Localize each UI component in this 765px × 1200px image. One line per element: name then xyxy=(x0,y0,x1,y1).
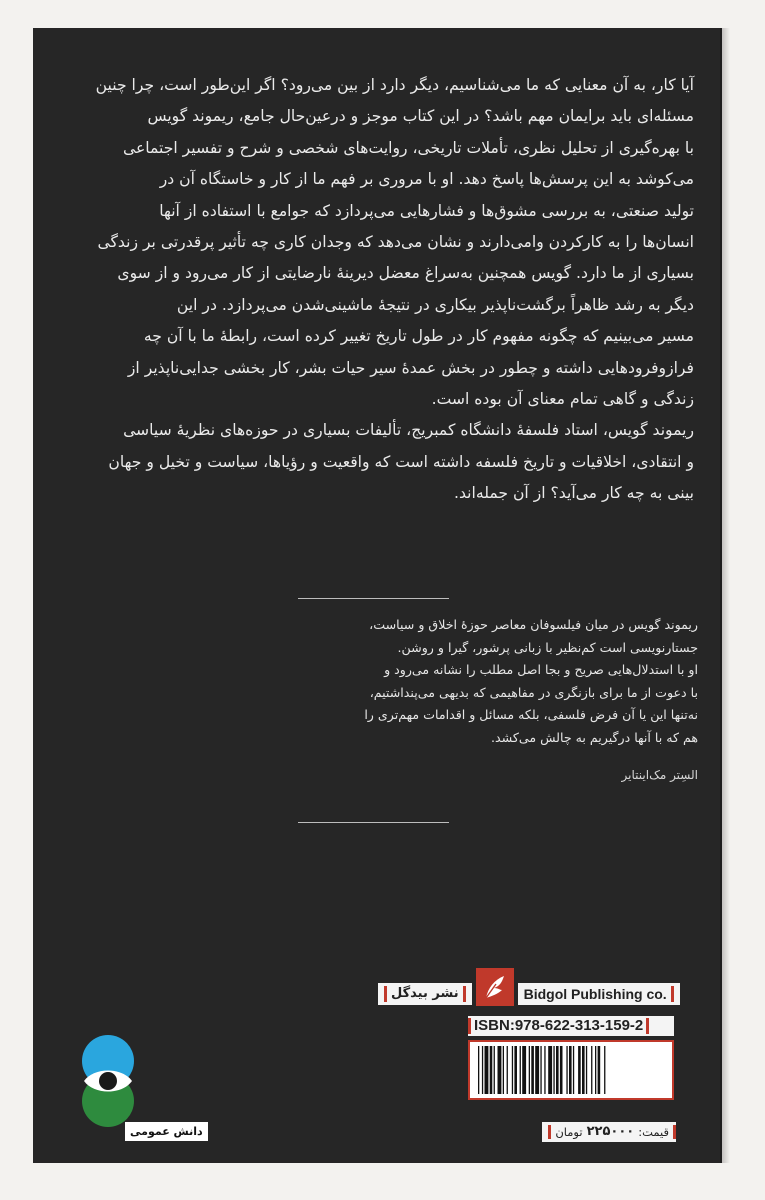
barcode-bar xyxy=(566,1046,567,1094)
series-label: دانش عمومی xyxy=(125,1122,208,1141)
barcode-bar xyxy=(582,1046,585,1094)
accent-bar xyxy=(463,986,466,1002)
price-amount: ۲۲۵۰۰۰ xyxy=(586,1124,635,1139)
publisher-name-fa: نشر بیدگل xyxy=(391,986,459,1001)
barcode-bar xyxy=(548,1046,552,1094)
quote-line: جستارنویسی است کم‌نظیر با زبانی پرشور، گیرا و روشن. xyxy=(397,639,698,655)
isbn-box xyxy=(468,1016,674,1036)
eye-logo-icon xyxy=(82,1035,134,1127)
barcode-bar xyxy=(522,1046,526,1094)
barcode-bar xyxy=(482,1046,483,1094)
barcode-bar xyxy=(512,1046,513,1094)
barcode-bar xyxy=(604,1046,605,1094)
cover-blurb xyxy=(62,70,694,510)
barcode-bar xyxy=(591,1046,592,1094)
publisher-row xyxy=(378,983,680,1005)
barcode-bar xyxy=(569,1046,572,1094)
blurb-line: ریموند گویس، استاد فلسفهٔ دانشگاه کمبریج، تألیفات بسیاری در حوزه‌های نظریهٔ سیاسی xyxy=(123,421,694,440)
barcode-bar xyxy=(573,1046,574,1094)
blurb-line: و انتقادی، اخلاقیات و تاریخ فلسفه داشته است که واقعیت و رؤیاها، سیاست و تخیل و جهان xyxy=(108,452,694,471)
blurb-line: زندگی و گاهی تمام معنای آن بوده است. xyxy=(431,390,694,409)
quote-line: او با استدلال‌هایی صریح و بجا اصل مطلب را نشانه می‌رود و xyxy=(384,662,698,678)
accent-bar xyxy=(468,1018,471,1034)
quote-line: نه‌تنها این یا آن فرض فلسفی، بلکه مسائل و اقدامات مهم‌تری را xyxy=(364,707,698,723)
barcode-bar xyxy=(540,1046,541,1094)
blurb-line: مسئله‌ای باید برایمان مهم باشد؟ در این کتاب موجز و درعین‌حال جامع، ریموند گویس xyxy=(147,107,694,126)
quote-author: السِتر مک‌اینتایر xyxy=(621,767,698,782)
quote-line: با دعوت از ما برای بازنگری در مفاهیمی که بدیهی می‌پنداشتیم، xyxy=(369,684,698,700)
blurb-line: فرازوفرودهایی داشته و چطور در بخش عمدهٔ سیر حیات بشر، کار بخشی جدایی‌ناپذیر از xyxy=(127,358,694,377)
blurb-line: آیا کار، به آن معنایی که ما می‌شناسیم، دیگر دارد از بین می‌رود؟ اگر این‌طور است، چرا چنین xyxy=(95,76,694,94)
barcode-bar xyxy=(598,1046,601,1094)
blurb-line: بسیاری از ما دارد. گویس همچنین به‌سراغ معضل دیرینهٔ نارضایتی از کار می‌رود و از سوی xyxy=(117,264,694,283)
barcode-bar xyxy=(595,1046,596,1094)
barcode-bar xyxy=(560,1046,563,1094)
barcode-bar xyxy=(553,1046,554,1094)
barcode-bar xyxy=(507,1046,508,1094)
barcode-bar xyxy=(494,1046,495,1094)
barcode-bar xyxy=(586,1046,587,1094)
barcode-bar xyxy=(531,1046,534,1094)
barcode xyxy=(468,1040,674,1100)
publisher-name-en: Bidgol Publishing co. xyxy=(523,986,667,1002)
endorsement-quote xyxy=(298,614,698,786)
quote-top-divider xyxy=(298,598,449,599)
blurb-line: انسان‌ها را به کارکردن وامی‌دارند و نشان می‌دهد که وجدان کاری چه تأثیر پرقدرتی بر زندگی xyxy=(97,233,694,252)
quote-line: هم که با آنها درگیریم به چالش می‌کشد. xyxy=(491,729,698,745)
price-box xyxy=(542,1122,676,1142)
blurb-line: دیگر به رشد ظاهراً برگشت‌ناپذیر بیکاری در نتیجهٔ ماشینی‌شدن می‌پردازد. در این xyxy=(176,295,694,314)
barcode-bar xyxy=(535,1046,539,1094)
accent-bar xyxy=(384,986,387,1002)
barcode-bar xyxy=(503,1046,504,1094)
quote-line: ریموند گویس در میان فیلسوفان معاصر حوزهٔ اخلاق و سیاست، xyxy=(369,617,698,632)
publisher-logo xyxy=(476,968,514,1006)
barcode-graphic xyxy=(470,1042,672,1098)
isbn-text: ISBN:978-622-313-159-2 xyxy=(474,1017,644,1034)
barcode-bar xyxy=(514,1046,517,1094)
accent-bar xyxy=(673,1125,676,1139)
barcode-bar xyxy=(485,1046,489,1094)
barcode-bar xyxy=(490,1046,493,1094)
barcode-bar xyxy=(498,1046,502,1094)
publisher-name-en-box xyxy=(518,983,680,1005)
blurb-line: می‌کوشد به این پرسش‌ها پاسخ دهد. او با مروری بر فهم ما از کار و خاستگاه آن در xyxy=(159,170,694,189)
cover-edge-shadow xyxy=(720,28,730,1163)
blurb-line: مسیر می‌بینیم که چگونه مفهوم کار در طول تاریخ تغییر کرده است، رابطهٔ ما با آن چه xyxy=(143,327,694,346)
feather-icon xyxy=(482,972,508,1002)
accent-bar xyxy=(671,986,674,1002)
blurb-line: تولید صنعتی، به بررسی مشوق‌ها و فشارهایی می‌پردازد که جوامع با استفاده از آنها xyxy=(159,201,694,220)
accent-bar xyxy=(548,1125,551,1139)
blurb-line: با بهره‌گیری از تحلیل نظری، تأملات تاریخی، روایت‌های شخصی و شرح و تفسیر اجتماعی xyxy=(122,138,694,157)
publisher-name-fa-box xyxy=(378,983,472,1005)
blurb-line: بینی به چه کار می‌آید؟ از آن جمله‌اند. xyxy=(454,484,694,503)
barcode-bar xyxy=(478,1046,479,1094)
barcode-bar xyxy=(529,1046,530,1094)
barcode-bar xyxy=(556,1046,559,1094)
barcode-bar xyxy=(520,1046,521,1094)
barcode-bar xyxy=(544,1046,545,1094)
barcode-bar xyxy=(578,1046,581,1094)
price-unit: تومان xyxy=(555,1125,583,1139)
accent-bar xyxy=(646,1018,649,1034)
quote-bottom-divider xyxy=(298,822,449,823)
price-label: قیمت: xyxy=(638,1125,669,1139)
